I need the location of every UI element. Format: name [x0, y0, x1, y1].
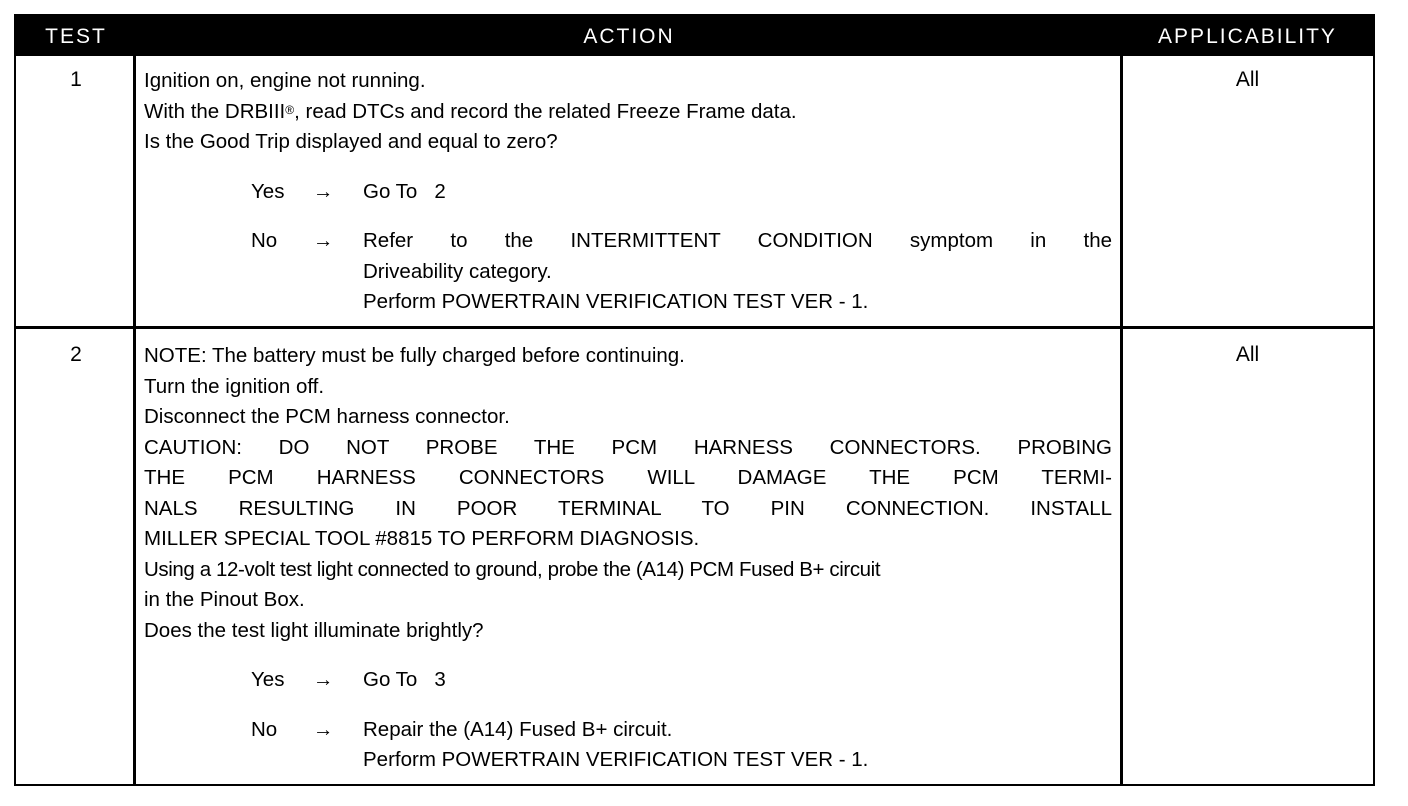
no-result: Repair the (A14) Fused B+ circuit. — [363, 717, 673, 741]
action-step: Ignition on, engine not running. — [144, 69, 426, 92]
arrow-right-icon: → — [313, 179, 334, 203]
no-result: Perform POWERTRAIN VERIFICATION TEST VER - 1. — [363, 748, 869, 771]
action-step-text: With the DRBIII — [144, 99, 286, 123]
registered-mark: ® — [285, 102, 295, 117]
action-step-text: , read DTCs and record the related Freeze Frame data. — [294, 99, 797, 123]
caution-text: MILLER SPECIAL TOOL #8815 TO PERFORM DIAGNOSIS. — [144, 527, 700, 550]
no-label: No — [251, 229, 278, 252]
no-result: Driveability category. — [363, 259, 552, 283]
applicability-value: All — [1235, 68, 1260, 91]
yes-label: Yes — [251, 179, 285, 203]
no-branch — [251, 226, 1112, 318]
action-step: Disconnect the PCM harness connector. — [144, 405, 510, 428]
table-header — [16, 16, 1373, 56]
action-cell — [144, 341, 1112, 776]
no-result: Perform POWERTRAIN VERIFICATION TEST VER - 1. — [363, 290, 869, 313]
applicability-value: All — [1235, 343, 1260, 366]
no-label: No — [251, 717, 278, 741]
no-branch — [251, 715, 1112, 776]
note-text: NOTE: The battery must be fully charged before continuing. — [144, 344, 685, 367]
action-step: Does the test light illuminate brightly? — [144, 618, 484, 642]
caution-text: THE PCM HARNESS CONNECTORS WILL DAMAGE THE PCM TERMI- — [144, 466, 1112, 489]
test-number: 1 — [70, 68, 82, 91]
caution-text: CAUTION: DO NOT PROBE THE PCM HARNESS CONNECTORS. PROBING — [144, 435, 1112, 459]
yes-label: Yes — [251, 668, 285, 691]
action-step — [144, 97, 1112, 128]
action-cell — [144, 66, 1112, 318]
table-row — [16, 56, 1373, 326]
table-row — [16, 329, 1373, 784]
yes-branch — [251, 665, 1112, 696]
caution-text: NALS RESULTING IN POOR TERMINAL TO PIN CONNECTION. INSTALL — [144, 496, 1112, 520]
action-step: Using a 12-volt test light connected to ground, probe the (A14) PCM Fused B+ circuit — [144, 557, 881, 581]
arrow-right-icon: → — [313, 668, 334, 691]
action-step: in the Pinout Box. — [144, 588, 305, 611]
yes-result: Go To 2 — [363, 179, 446, 203]
header-test: TEST — [45, 25, 107, 48]
no-result: Refer to the INTERMITTENT CONDITION symptom in the — [363, 229, 1112, 252]
yes-branch — [251, 177, 1112, 208]
test-number: 2 — [70, 343, 82, 366]
header-action: ACTION — [583, 25, 675, 48]
yes-result: Go To 3 — [363, 668, 446, 691]
arrow-right-icon: → — [313, 717, 334, 741]
action-step: Turn the ignition off. — [144, 374, 325, 398]
action-step: Is the Good Trip displayed and equal to zero? — [144, 130, 558, 153]
header-applicability: APPLICABILITY — [1158, 25, 1337, 48]
arrow-right-icon: → — [313, 229, 334, 252]
diagnostic-table — [14, 14, 1375, 786]
